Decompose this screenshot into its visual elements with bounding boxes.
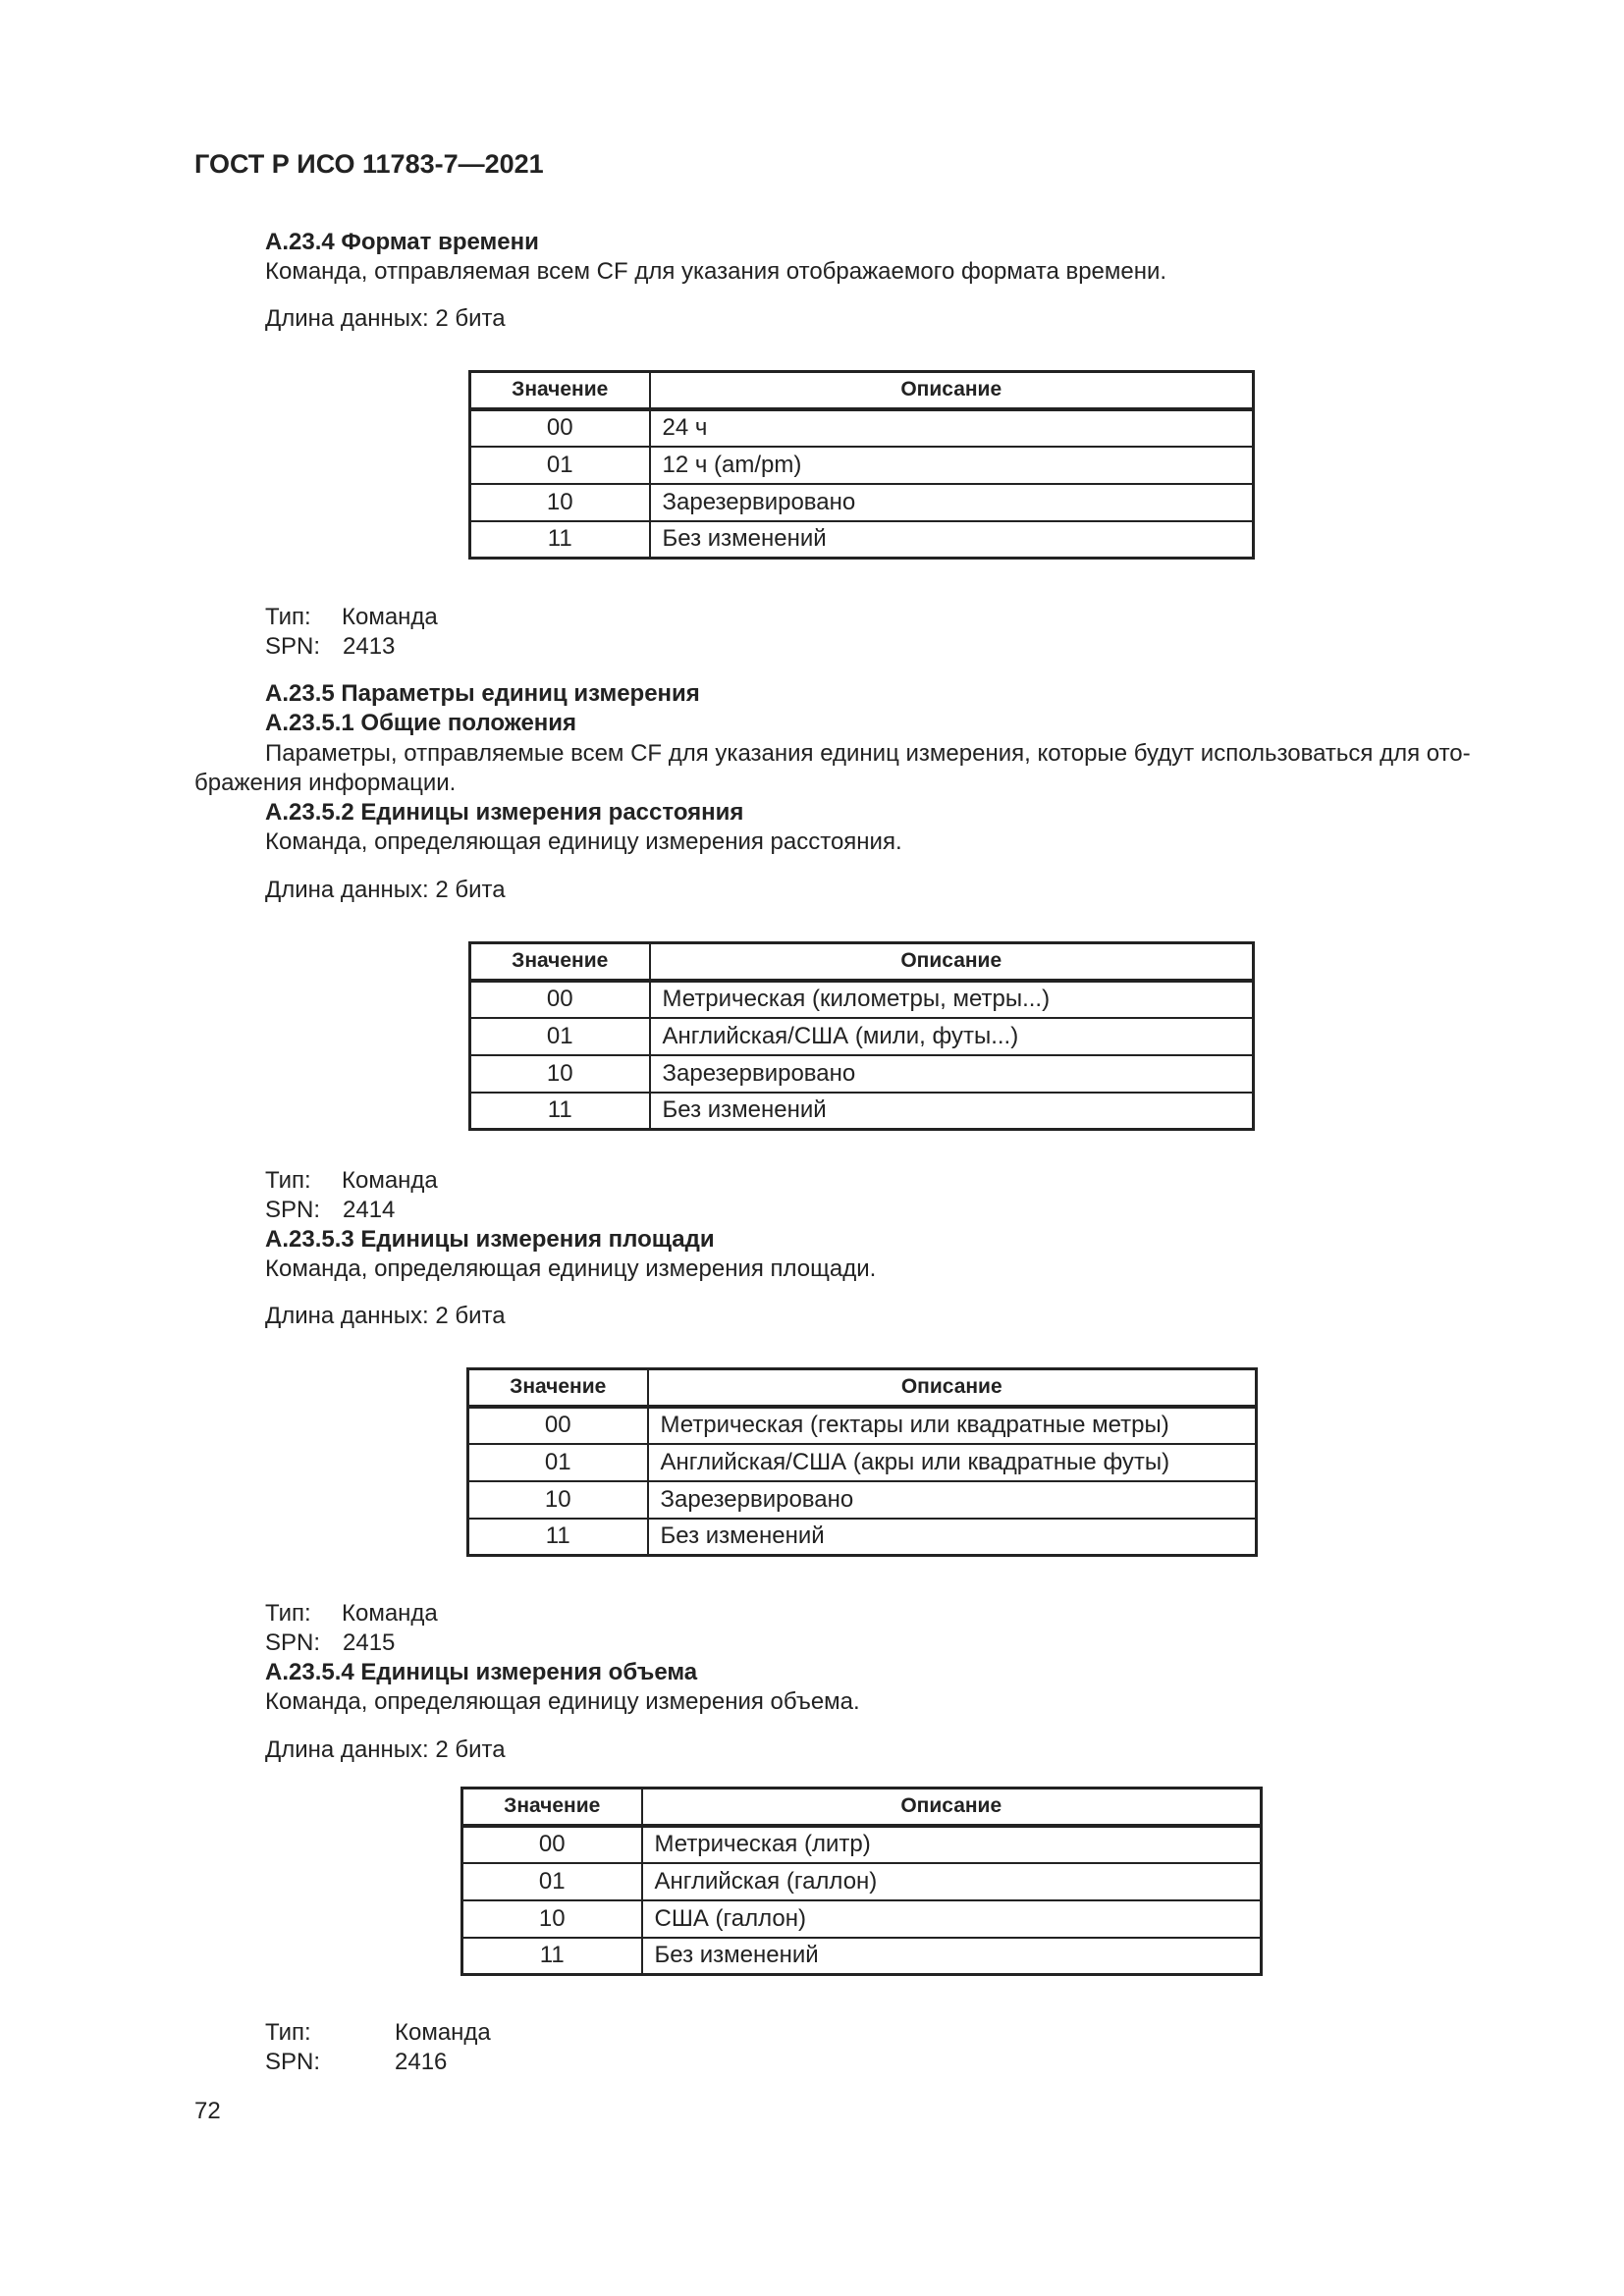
cell-value: 10 [470,484,650,521]
cell-description: 12 ч (am/pm) [650,447,1254,484]
cell-value: 11 [468,1519,648,1556]
column-header-description: Описание [648,1369,1257,1407]
cell-value: 01 [470,1018,650,1055]
section-text: Команда, определяющая единицу измерения расстояния. [265,828,902,855]
distance-units-table [468,941,1255,1131]
section-heading-time-format: А.23.4 Формат времени [265,229,539,255]
spn-label: SPN: [265,1197,321,1223]
cell-value: 00 [468,1407,648,1444]
cell-value: 11 [470,521,650,559]
type-value: Команда [395,2019,491,2046]
cell-description: 24 ч [650,409,1254,447]
document-header: ГОСТ Р ИСО 11783-7—2021 [194,149,544,179]
table-row [470,1093,1254,1130]
subsection-heading-area: А.23.5.3 Единицы измерения площади [265,1226,715,1253]
cell-description: Метрическая (гектары или квадратные метры) [648,1407,1257,1444]
type-label: Тип: [265,604,311,630]
cell-value: 11 [462,1938,642,1975]
spn-label: SPN: [265,633,321,660]
column-header-description: Описание [650,943,1254,981]
cell-description: Метрическая (литр) [642,1826,1262,1863]
table-row [468,1444,1257,1481]
type-label: Тип: [265,1600,311,1627]
cell-description: Английская/США (акры или квадратные футы) [648,1444,1257,1481]
cell-description: Английская/США (мили, футы...) [650,1018,1254,1055]
cell-value: 01 [462,1863,642,1900]
cell-description: Без изменений [650,521,1254,559]
cell-value: 10 [462,1900,642,1938]
type-label: Тип: [265,2019,311,2046]
cell-value: 00 [470,409,650,447]
table-row [468,1519,1257,1556]
table-row [470,981,1254,1018]
subsection-heading-general: А.23.5.1 Общие положения [265,710,577,736]
section-heading-units: А.23.5 Параметры единиц измерения [265,680,700,707]
cell-description: Без изменений [648,1519,1257,1556]
subsection-heading-volume: А.23.5.4 Единицы измерения объема [265,1659,698,1685]
area-units-table [466,1367,1258,1557]
section-text: Команда, определяющая единицу измерения площади. [265,1255,877,1282]
cell-description: Без изменений [642,1938,1262,1975]
cell-description: США (галлон) [642,1900,1262,1938]
section-text: Команда, определяющая единицу измерения объема. [265,1688,860,1715]
table-row [470,1018,1254,1055]
volume-units-table [460,1787,1263,1976]
cell-value: 10 [470,1055,650,1093]
table-row [470,521,1254,559]
table-row [470,484,1254,521]
spn-value: 2415 [343,1629,396,1656]
table-row [462,1863,1262,1900]
cell-value: 10 [468,1481,648,1519]
cell-description: Зарезервировано [650,1055,1254,1093]
spn-label: SPN: [265,2049,321,2075]
cell-value: 00 [470,981,650,1018]
cell-description: Зарезервировано [650,484,1254,521]
cell-description: Без изменений [650,1093,1254,1130]
cell-value: 01 [468,1444,648,1481]
data-length: Длина данных: 2 бита [265,1303,506,1329]
data-length: Длина данных: 2 бита [265,305,506,332]
data-length: Длина данных: 2 бита [265,1736,506,1763]
type-label: Тип: [265,1167,311,1194]
cell-value: 01 [470,447,650,484]
table-row [462,1826,1262,1863]
time-format-table [468,370,1255,560]
table-row [462,1938,1262,1975]
type-value: Команда [342,1167,438,1194]
data-length: Длина данных: 2 бита [265,877,506,903]
column-header-value: Значение [470,372,650,409]
cell-value: 11 [470,1093,650,1130]
cell-value: 00 [462,1826,642,1863]
spn-value: 2413 [343,633,396,660]
column-header-description: Описание [650,372,1254,409]
table-row [470,409,1254,447]
table-row [470,1055,1254,1093]
cell-description: Английская (галлон) [642,1863,1262,1900]
type-value: Команда [342,1600,438,1627]
cell-description: Метрическая (километры, метры...) [650,981,1254,1018]
table-row [468,1481,1257,1519]
section-text: бражения информации. [194,770,457,796]
table-row [468,1407,1257,1444]
spn-value: 2416 [395,2049,448,2075]
column-header-value: Значение [462,1789,642,1826]
type-value: Команда [342,604,438,630]
spn-value: 2414 [343,1197,396,1223]
column-header-value: Значение [468,1369,648,1407]
section-text: Команда, отправляемая всем CF для указания отображаемого формата времени. [265,258,1167,285]
section-text: Параметры, отправляемые всем CF для указания единиц измерения, которые будут использоваться для ото- [265,740,1471,767]
subsection-heading-distance: А.23.5.2 Единицы измерения расстояния [265,799,744,826]
column-header-description: Описание [642,1789,1262,1826]
cell-description: Зарезервировано [648,1481,1257,1519]
table-row [470,447,1254,484]
column-header-value: Значение [470,943,650,981]
page-number: 72 [194,2098,221,2124]
table-row [462,1900,1262,1938]
spn-label: SPN: [265,1629,321,1656]
